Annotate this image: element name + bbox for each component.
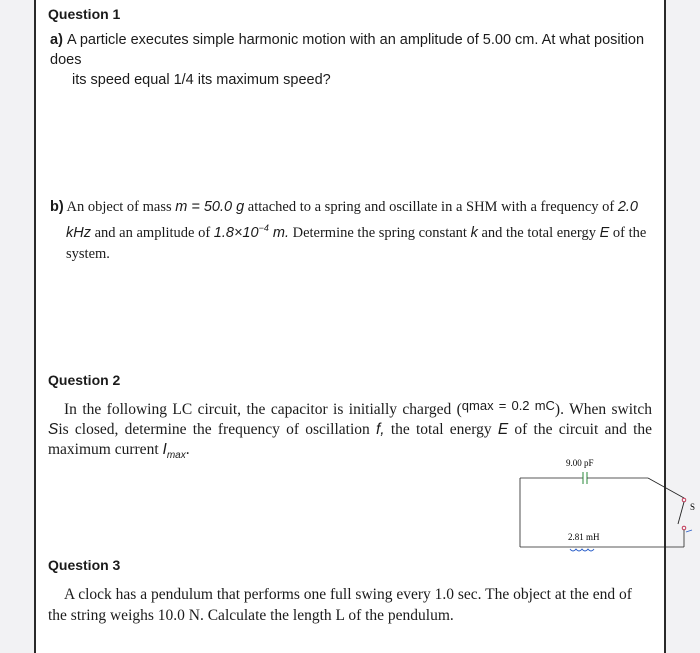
part-b-text: system. bbox=[66, 245, 110, 262]
inductance-label: 2.81 mH bbox=[568, 532, 600, 542]
question-2-text-part: of the circuit and the maximum current bbox=[48, 421, 653, 458]
part-a-line2: its speed equal 1/4 its maximum speed? bbox=[72, 72, 331, 88]
document-page bbox=[34, 0, 696, 653]
question-2-heading: Question 2 bbox=[48, 372, 121, 388]
amplitude-value: 1.8×10 bbox=[213, 224, 259, 241]
question-2-text-part: the total energy bbox=[390, 421, 492, 438]
switch-lever bbox=[678, 502, 684, 524]
part-b-text: and an amplitude of bbox=[94, 224, 211, 241]
current-subscript: max bbox=[166, 450, 186, 462]
spring-constant-symbol: k bbox=[470, 224, 478, 241]
part-b-text: attached to a spring and oscillate in a SHM with a frequency of bbox=[247, 199, 615, 215]
question-3-body: A clock has a pendulum that performs one full swing every 1.0 sec. The object at the end of the string weighs 10.0 N. Calculate the length L of the pendulum. bbox=[48, 586, 632, 624]
question-1b bbox=[50, 197, 656, 265]
switch-arrow bbox=[686, 530, 692, 532]
frequency-value: 2.0 bbox=[617, 199, 639, 215]
capacitance-label: 9.00 pF bbox=[566, 458, 594, 468]
question-1a bbox=[50, 30, 650, 90]
current-symbol: I bbox=[162, 441, 167, 458]
part-b-label: b) bbox=[50, 199, 64, 215]
question-2-text-part: is closed, determine the frequency of oscillation bbox=[58, 421, 370, 438]
question-2-text-part: . bbox=[185, 441, 190, 458]
qmax-expression: qmax = 0.2 mC bbox=[461, 398, 555, 413]
part-b-text: An object of mass bbox=[66, 199, 172, 215]
question-3-heading: Question 3 bbox=[48, 557, 121, 573]
switch-symbol: S bbox=[48, 421, 59, 438]
energy-symbol: E bbox=[497, 421, 509, 438]
part-b-text: and the total energy bbox=[481, 224, 596, 241]
switch-label: S bbox=[690, 502, 696, 512]
amplitude-unit: m. bbox=[272, 224, 289, 241]
frequency-symbol: f, bbox=[376, 421, 385, 438]
part-b-text: of the bbox=[612, 224, 647, 241]
question-3-text bbox=[48, 584, 652, 626]
question-1-heading: Question 1 bbox=[48, 6, 121, 22]
question-2-text-part: ). When switch bbox=[554, 401, 652, 418]
part-b-text: Determine the spring constant bbox=[292, 224, 467, 241]
frequency-unit: kHz bbox=[66, 224, 91, 241]
part-a-line1: A particle executes simple harmonic motion with an amplitude of 5.00 cm. At what position does bbox=[50, 32, 645, 68]
part-a-label: a) bbox=[50, 32, 63, 48]
question-2-text-part: In the following LC circuit, the capacitor is initially charged ( bbox=[64, 401, 462, 418]
switch-contact bbox=[682, 498, 686, 502]
amplitude-exponent: −4 bbox=[258, 223, 269, 233]
lc-circuit-diagram bbox=[506, 452, 696, 562]
inductor-coil bbox=[570, 549, 594, 551]
switch-contact bbox=[682, 526, 686, 530]
mass-value: m = 50.0 g bbox=[175, 199, 245, 215]
wire bbox=[648, 478, 684, 498]
energy-symbol: E bbox=[599, 224, 610, 241]
